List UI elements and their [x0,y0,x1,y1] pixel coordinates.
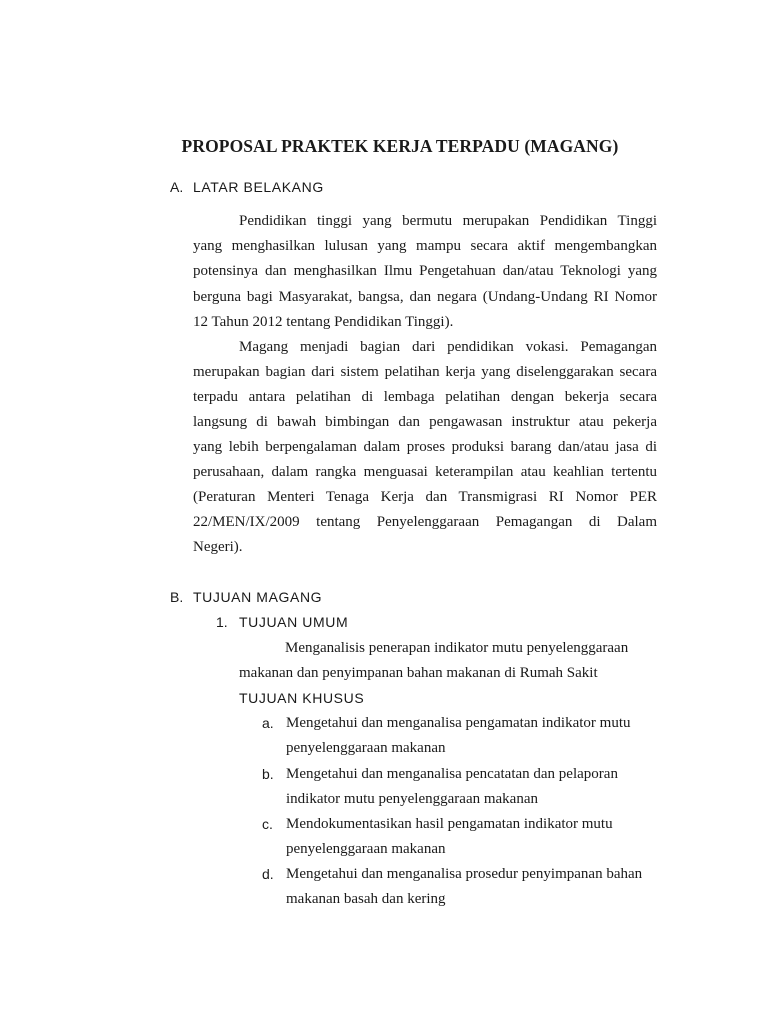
paragraph-1-line: Pendidikan tinggi yang bermutu merupakan Pendidikan Tinggi [239,213,657,229]
section-b-heading: TUJUAN MAGANG [193,589,323,605]
paragraph-2-line: Negeri). [193,539,243,555]
paragraph-1-line: yang menghasilkan lulusan yang mampu secara aktif mengembangkan [193,238,657,254]
sub-item-c-line: penyelenggaraan makanan [286,841,446,857]
paragraph-2-line: Magang menjadi bagian dari pendidikan vokasi. Pemagangan [239,339,657,355]
document-title: PROPOSAL PRAKTEK KERJA TERPADU (MAGANG) [181,136,619,156]
sub-item-d-line: makanan basah dan kering [286,891,446,907]
paragraph-1-line: 12 Tahun 2012 tentang Pendidikan Tinggi). [193,314,454,330]
section-a-marker: A. [170,179,184,195]
sub-item-a-line: Mengetahui dan menganalisa pengamatan indikator mutu [286,715,631,731]
paragraph-1-line: potensinya dan menghasilkan Ilmu Pengetahuan dan/atau Teknologi yang [193,263,657,279]
section-b-marker: B. [170,589,184,605]
paragraph-2-line: langsung di bawah bimbingan dan pengawasan instruktur atau pekerja [193,414,657,430]
sub-item-c-line: Mendokumentasikan hasil pengamatan indikator mutu [286,816,613,832]
section-a-heading: LATAR BELAKANG [193,179,324,195]
sub-item-b-line: Mengetahui dan menganalisa pencatatan dan pelaporan [286,766,618,782]
sub-item-d-line: Mengetahui dan menganalisa prosedur penyimpanan bahan [286,866,643,882]
sub-item-a-marker: a. [262,715,274,731]
item-1-paragraph-line: makanan dan penyimpanan bahan makanan di Rumah Sakit [239,665,598,681]
paragraph-2-line: yang lebih berpengalaman dalam proses produksi barang dan/atau jasa di [193,439,657,455]
sub-item-b-marker: b. [262,766,274,782]
paragraph-2-line: perusahaan, dalam rangka menguasai keterampilan atau keahlian tertentu [193,464,657,480]
paragraph-2-line: (Peraturan Menteri Tenaga Kerja dan Transmigrasi RI Nomor PER [193,489,657,505]
paragraph-2-line: terpadu antara pelatihan di lembaga pelatihan dengan bekerja secara [193,389,657,405]
item-1-marker: 1. [216,614,228,630]
paragraph-2-line: merupakan bagian dari sistem pelatihan kerja yang diselenggarakan secara [193,364,657,380]
sub-item-b-line: indikator mutu penyelenggaraan makanan [286,791,538,807]
paragraph-2-line: 22/MEN/IX/2009 tentang Penyelenggaraan Pemagangan di Dalam [193,514,657,530]
subheading-tujuan-khusus: TUJUAN KHUSUS [239,690,365,706]
sub-item-c-marker: c. [262,816,273,832]
paragraph-1-line: berguna bagi Masyarakat, bangsa, dan negara (Undang-Undang RI Nomor [193,289,657,305]
sub-item-d-marker: d. [262,866,274,882]
item-1-heading: TUJUAN UMUM [239,614,349,630]
item-1-paragraph-line: Menganalisis penerapan indikator mutu penyelenggaraan [285,640,629,656]
sub-item-a-line: penyelenggaraan makanan [286,740,446,756]
